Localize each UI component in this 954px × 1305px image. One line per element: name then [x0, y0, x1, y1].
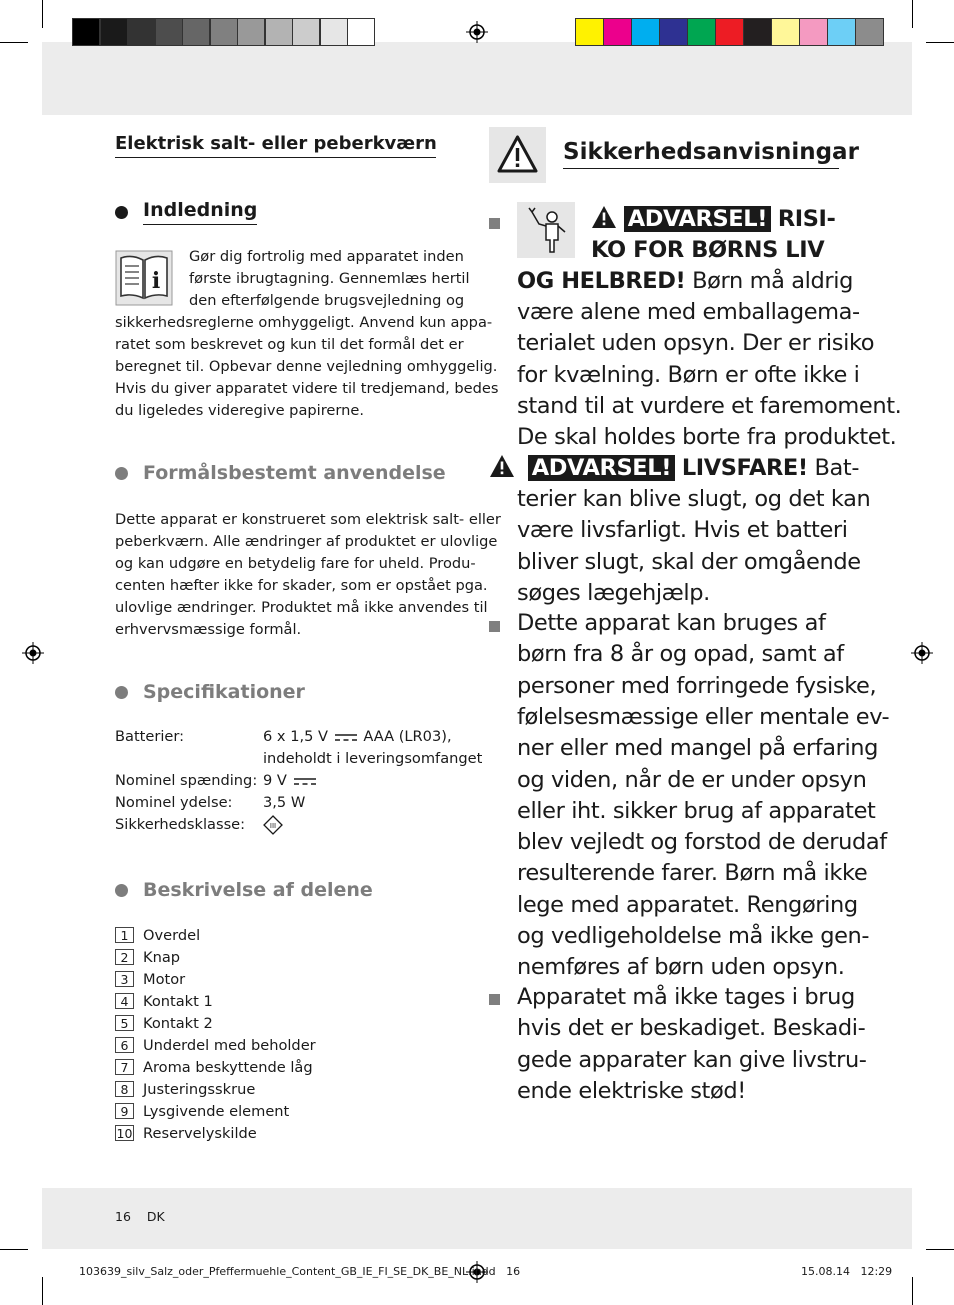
- part-name: Lysgivende element: [143, 1102, 290, 1120]
- part-item: [115, 1034, 316, 1056]
- part-number: 4: [115, 993, 134, 1009]
- gray-swatch: [210, 18, 238, 46]
- document-title: Elektrisk salt- eller peberkværn: [115, 133, 436, 158]
- color-swatch: [631, 18, 660, 46]
- text-line: De skal holdes borte fra produktet.: [517, 424, 897, 451]
- parts-list: [115, 924, 316, 1144]
- text-line: erhvervsmæssige formål.: [115, 621, 302, 638]
- text-line: for kvælning. Børn er ofte ikke i: [517, 361, 860, 388]
- warning-triangle-icon: [489, 454, 515, 478]
- warning-triangle-icon: [591, 205, 617, 229]
- spec-row-voltage: [115, 772, 257, 789]
- text-line: centen hæfter ikke for skader, som er opstået pga.: [115, 577, 488, 594]
- text-line: sikkerhedsreglerne omhyggeligt. Anvend kun appa-: [115, 314, 493, 331]
- warning-text: Bat-: [814, 455, 860, 481]
- bullet-dot-icon: [115, 686, 128, 699]
- registration-mark-icon: [22, 642, 44, 664]
- gray-swatch: [72, 18, 100, 46]
- bullet-square-icon: [489, 218, 500, 229]
- purpose-heading: [115, 462, 446, 484]
- text-line: Dette apparat er konstrueret som elektrisk salt- eller: [115, 511, 501, 528]
- text-line: Apparatet må ikke tages i brug: [517, 984, 855, 1010]
- file-info: 103639_silv_Salz_oder_Pfeffermuehle_Content_GB_IE_FI_SE_DK_BE_NL.indd 16: [79, 1265, 521, 1278]
- text-line: Dette apparat kan bruges af: [517, 610, 826, 636]
- text-line: være alene med emballagema-: [517, 299, 860, 325]
- crop-mark: [0, 42, 28, 43]
- crop-mark: [926, 1249, 954, 1250]
- part-item: [115, 968, 316, 990]
- text-line: ende elektriske stød!: [517, 1077, 746, 1104]
- warning-triangle-icon: [489, 127, 546, 183]
- warning1-header-line1: [591, 204, 835, 235]
- safety-heading: Sikkerhedsanvisningar: [563, 139, 839, 169]
- child-warning-icon: [517, 202, 575, 258]
- text-line: og vedligeholdelse må ikke gen-: [517, 923, 870, 949]
- crop-mark: [42, 1277, 43, 1305]
- part-item: [115, 1056, 316, 1078]
- part-number: 8: [115, 1081, 134, 1097]
- text-line: terier kan blive slugt, og det kan: [517, 486, 871, 512]
- text-line: hvis det er beskadiget. Beskadi-: [517, 1015, 866, 1042]
- part-name: Justeringsskrue: [143, 1080, 256, 1098]
- warning1-header-line2: KO FOR BØRNS LIV: [591, 237, 825, 263]
- bullet-square-icon: [489, 994, 500, 1005]
- svg-text:i: i: [151, 268, 161, 294]
- part-number: 6: [115, 1037, 134, 1053]
- part-number: 1: [115, 927, 134, 943]
- manual-info-icon: [115, 250, 173, 306]
- spec-row-battery: [115, 728, 184, 745]
- spec-label: Batterier:: [115, 728, 185, 745]
- text-line: bliver slugt, skal der omgående: [517, 548, 861, 575]
- text-line: lege med apparatet. Rengøring: [517, 891, 858, 918]
- text-line: beregnet til. Opbevar denne vejledning omhyggelig.: [115, 358, 498, 375]
- crop-mark: [0, 1249, 28, 1250]
- part-name: Kontakt 1: [143, 992, 213, 1010]
- intro-heading-text: Indledning: [143, 199, 257, 225]
- color-swatch: [687, 18, 716, 46]
- text-line: personer med forringede fysiske,: [517, 672, 877, 699]
- registration-mark-icon: [466, 21, 488, 43]
- color-swatch: [715, 18, 744, 46]
- text-line: blev vejledt og forstod de derudaf: [517, 829, 887, 856]
- warning-bold-text: OG HELBRED!: [517, 268, 686, 294]
- spec-value-suffix: AAA (LR03),: [363, 728, 452, 745]
- language-code: DK: [146, 1209, 165, 1224]
- spec-value: 6 x 1,5 V: [263, 728, 329, 745]
- dc-symbol-icon: [294, 776, 316, 786]
- part-item: [115, 1078, 316, 1100]
- text-line: og viden, når de er under opsyn: [517, 766, 867, 793]
- parts-heading-text: Beskrivelse af delene: [143, 879, 373, 901]
- text-line: søges lægehjælp.: [517, 579, 710, 606]
- part-name: Kontakt 2: [143, 1014, 213, 1032]
- text-line: børn fra 8 år og opad, samt af: [517, 641, 844, 668]
- part-number: 3: [115, 971, 134, 987]
- part-number: 10: [116, 1126, 133, 1141]
- text-line: du ligeledes videregive papirerne.: [115, 402, 364, 419]
- text-line: terialet uden opsyn. Der er risiko: [517, 330, 875, 357]
- text-line: følelsesmæssige eller mentale ev-: [517, 703, 890, 730]
- text-line: første ibrugtagning. Gennemlæs hertil: [189, 270, 470, 287]
- color-swatch: [575, 18, 604, 46]
- part-name: Reservelyskilde: [143, 1124, 257, 1142]
- spec-value-battery: [263, 728, 452, 745]
- spec-label: Sikkerhedsklasse:: [115, 816, 246, 833]
- warning-text: Børn må aldrig: [692, 268, 853, 294]
- text-line: ratet som beskrevet og kun til det formål det er: [115, 336, 464, 353]
- part-name: Underdel med beholder: [143, 1036, 316, 1054]
- part-item: [115, 946, 316, 968]
- spec-value: 9 V: [263, 772, 287, 789]
- gray-swatch: [320, 18, 348, 46]
- text-line: Hvis du giver apparatet videre til tredjemand, bedes: [115, 380, 499, 397]
- gray-swatch: [182, 18, 210, 46]
- part-name: Motor: [143, 970, 186, 988]
- registration-mark-icon: [911, 642, 933, 664]
- dc-symbol-icon: [335, 732, 357, 742]
- text-line: resulterende farer. Børn må ikke: [517, 860, 868, 887]
- warning-label: ADVARSEL!: [624, 206, 771, 232]
- gray-swatch: [127, 18, 155, 46]
- warning-bold-text: LIVSFARE!: [681, 455, 808, 481]
- spec-value-power: [263, 794, 305, 811]
- text-line: nemføres af børn uden opsyn.: [517, 954, 845, 981]
- gray-swatch: [155, 18, 183, 46]
- text-line: eller iht. sikker brug af apparatet: [517, 797, 876, 824]
- text-line: peberkværn. Alle ændringer af produktet er ulovlige: [115, 533, 498, 550]
- text-line: stand til at vurdere et faremoment.: [517, 392, 902, 419]
- text-line: og kan udgøre en betydelig fare for uheld. Produ-: [115, 555, 476, 572]
- gray-swatch: [347, 18, 375, 46]
- gray-swatch: [265, 18, 293, 46]
- gray-swatch: [237, 18, 265, 46]
- gray-swatch: [100, 18, 128, 46]
- bullet-dot-icon: [115, 467, 128, 480]
- part-item: [115, 1122, 316, 1144]
- bullet-dot-icon: [115, 206, 128, 219]
- crop-mark: [42, 0, 43, 28]
- bullet-square-icon: [489, 621, 500, 632]
- spec-value: indeholdt i leveringsomfanget: [263, 750, 483, 767]
- gray-swatch: [292, 18, 320, 46]
- spec-label: Nominel spænding:: [115, 772, 258, 789]
- warning-bold-text: RISI-: [777, 206, 836, 232]
- color-swatch: [855, 18, 884, 46]
- print-date: 15.08.14 12:29: [801, 1265, 893, 1278]
- part-number: 7: [115, 1059, 134, 1075]
- bullet-dot-icon: [115, 884, 128, 897]
- text-line: ulovlige ændringer. Produktet må ikke anvendes til: [115, 599, 488, 616]
- spec-value-voltage: [263, 772, 316, 789]
- color-swatch: [799, 18, 828, 46]
- svg-text:III: III: [269, 822, 277, 830]
- spec-value-battery-2: [263, 750, 482, 767]
- warning1-line3: [517, 266, 853, 297]
- part-name: Aroma beskyttende låg: [143, 1058, 313, 1076]
- crop-mark: [912, 0, 913, 28]
- spec-heading-text: Specifikationer: [143, 681, 305, 703]
- footer-band: [42, 1188, 912, 1249]
- protection-class-iii-icon: [263, 815, 283, 835]
- part-item: [115, 1100, 316, 1122]
- text-line: den efterfølgende brugsvejledning og: [189, 292, 465, 309]
- color-swatch: [771, 18, 800, 46]
- part-item: [115, 990, 316, 1012]
- part-name: Knap: [143, 948, 181, 966]
- spec-row-class: [115, 816, 245, 833]
- color-swatch: [659, 18, 688, 46]
- color-swatch: [603, 18, 632, 46]
- part-item: [115, 924, 316, 946]
- warning-label: ADVARSEL!: [528, 455, 675, 481]
- text-line: Gør dig fortrolig med apparatet inden: [189, 248, 464, 265]
- purpose-heading-text: Formålsbestemt anvendelse: [143, 462, 446, 484]
- warning2-header: [489, 453, 859, 484]
- part-number: 9: [115, 1103, 134, 1119]
- part-item: [115, 1012, 316, 1034]
- intro-heading: [115, 199, 257, 225]
- spec-row-power: [115, 794, 232, 811]
- crop-mark: [926, 42, 954, 43]
- text-line: gede apparater kan give livstru-: [517, 1046, 867, 1073]
- page-number-value: 16: [115, 1209, 131, 1224]
- spec-heading: [115, 681, 305, 703]
- part-number: 2: [115, 949, 134, 965]
- part-number: 5: [115, 1015, 134, 1031]
- part-name: Overdel: [143, 926, 201, 944]
- color-swatch: [743, 18, 772, 46]
- text-line: ner eller med mangel på erfaring: [517, 735, 879, 762]
- header-band: [42, 42, 912, 115]
- spec-label: Nominel ydelse:: [115, 794, 233, 811]
- text-line: være livsfarligt. Hvis et batteri: [517, 517, 848, 544]
- parts-heading: [115, 879, 373, 901]
- color-swatch: [827, 18, 856, 46]
- crop-mark: [912, 1277, 913, 1305]
- spec-value: 3,5 W: [263, 794, 306, 811]
- page-number: [115, 1209, 165, 1224]
